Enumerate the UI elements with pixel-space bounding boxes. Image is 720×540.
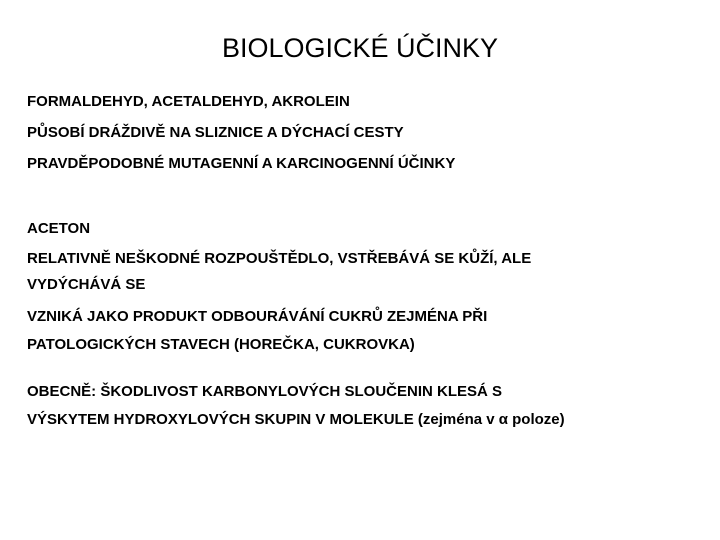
- slide-title: BIOLOGICKÉ ÚČINKY: [221, 33, 499, 63]
- text-line-aldehydes: FORMALDEHYD, ACETALDEHYD, AKROLEIN: [27, 93, 350, 110]
- text-line-pathological: PATOLOGICKÝCH STAVECH (HOREČKA, CUKROVKA): [27, 336, 415, 353]
- text-line-hydroxyl-groups: VÝSKYTEM HYDROXYLOVÝCH SKUPIN V MOLEKULE (zejména v α poloze): [27, 411, 565, 428]
- text-line-exhaled: VYDÝCHÁVÁ SE: [27, 276, 146, 293]
- text-line-mutagenic: PRAVDĚPODOBNÉ MUTAGENNÍ A KARCINOGENNÍ ÚČINKY: [27, 155, 456, 172]
- text-line-irritation: PŮSOBÍ DRÁŽDIVĚ NA SLIZNICE A DÝCHACÍ CESTY: [27, 124, 404, 141]
- text-line-acetone: ACETON: [27, 220, 91, 237]
- text-line-general: OBECNĚ: ŠKODLIVOST KARBONYLOVÝCH SLOUČENIN KLESÁ S: [27, 383, 503, 400]
- text-line-solvent: RELATIVNĚ NEŠKODNÉ ROZPOUŠTĚDLO, VSTŘEBÁVÁ SE KŮŽÍ, ALE: [27, 250, 532, 267]
- text-line-sugar-breakdown: VZNIKÁ JAKO PRODUKT ODBOURÁVÁNÍ CUKRŮ ZEJMÉNA PŘI: [27, 308, 488, 325]
